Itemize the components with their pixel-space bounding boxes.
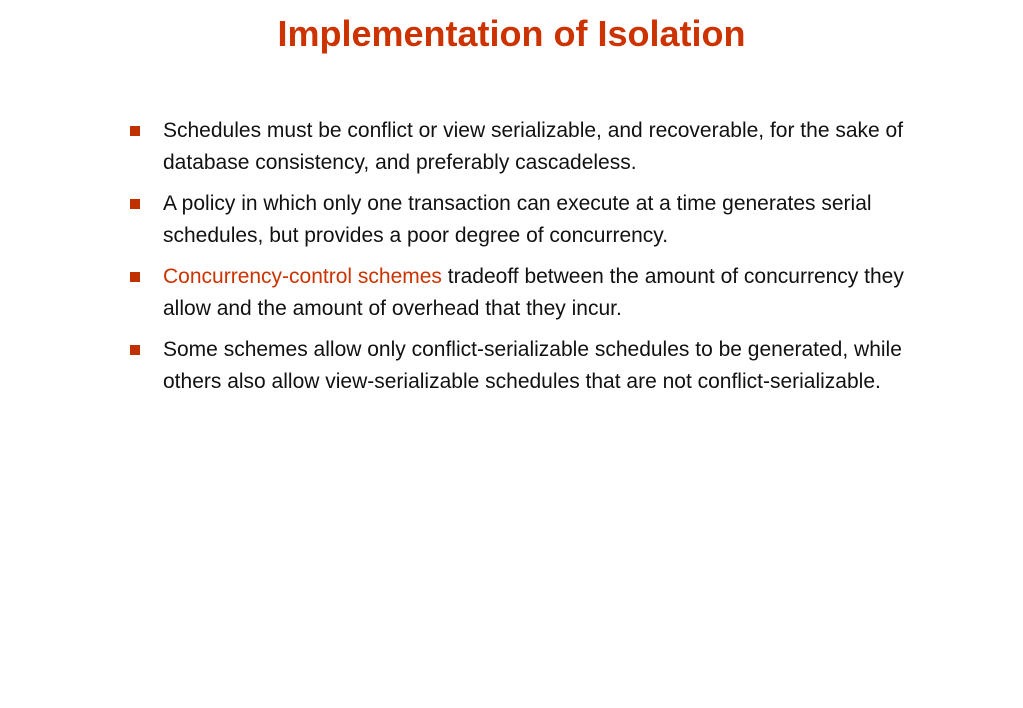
bullet-text: A policy in which only one transaction can execute at a time generates serial schedules, but provides a poor degree of concurrency. xyxy=(163,192,872,247)
square-bullet-icon xyxy=(130,126,140,136)
bullet-item xyxy=(128,334,908,397)
bullet-list xyxy=(128,115,908,407)
bullet-item xyxy=(128,115,908,178)
slide-title: Implementation of Isolation xyxy=(277,13,746,54)
bullet-text: tradeoff between the amount of concurrency they allow and the amount of overhead that they incur. xyxy=(163,265,904,320)
bullet-text: Some schemes allow only conflict-serializable schedules to be generated, while others also allow view-serializable schedules that are not conflict-serializable. xyxy=(163,338,902,393)
bullet-text: Schedules must be conflict or view serializable, and recoverable, for the sake of database consistency, and preferably cascadeless. xyxy=(163,119,904,174)
bullet-item xyxy=(128,188,908,251)
bullet-item xyxy=(128,261,908,324)
highlighted-term: Concurrency-control schemes xyxy=(163,265,442,288)
square-bullet-icon xyxy=(130,345,140,355)
square-bullet-icon xyxy=(130,199,140,209)
square-bullet-icon xyxy=(130,272,140,282)
